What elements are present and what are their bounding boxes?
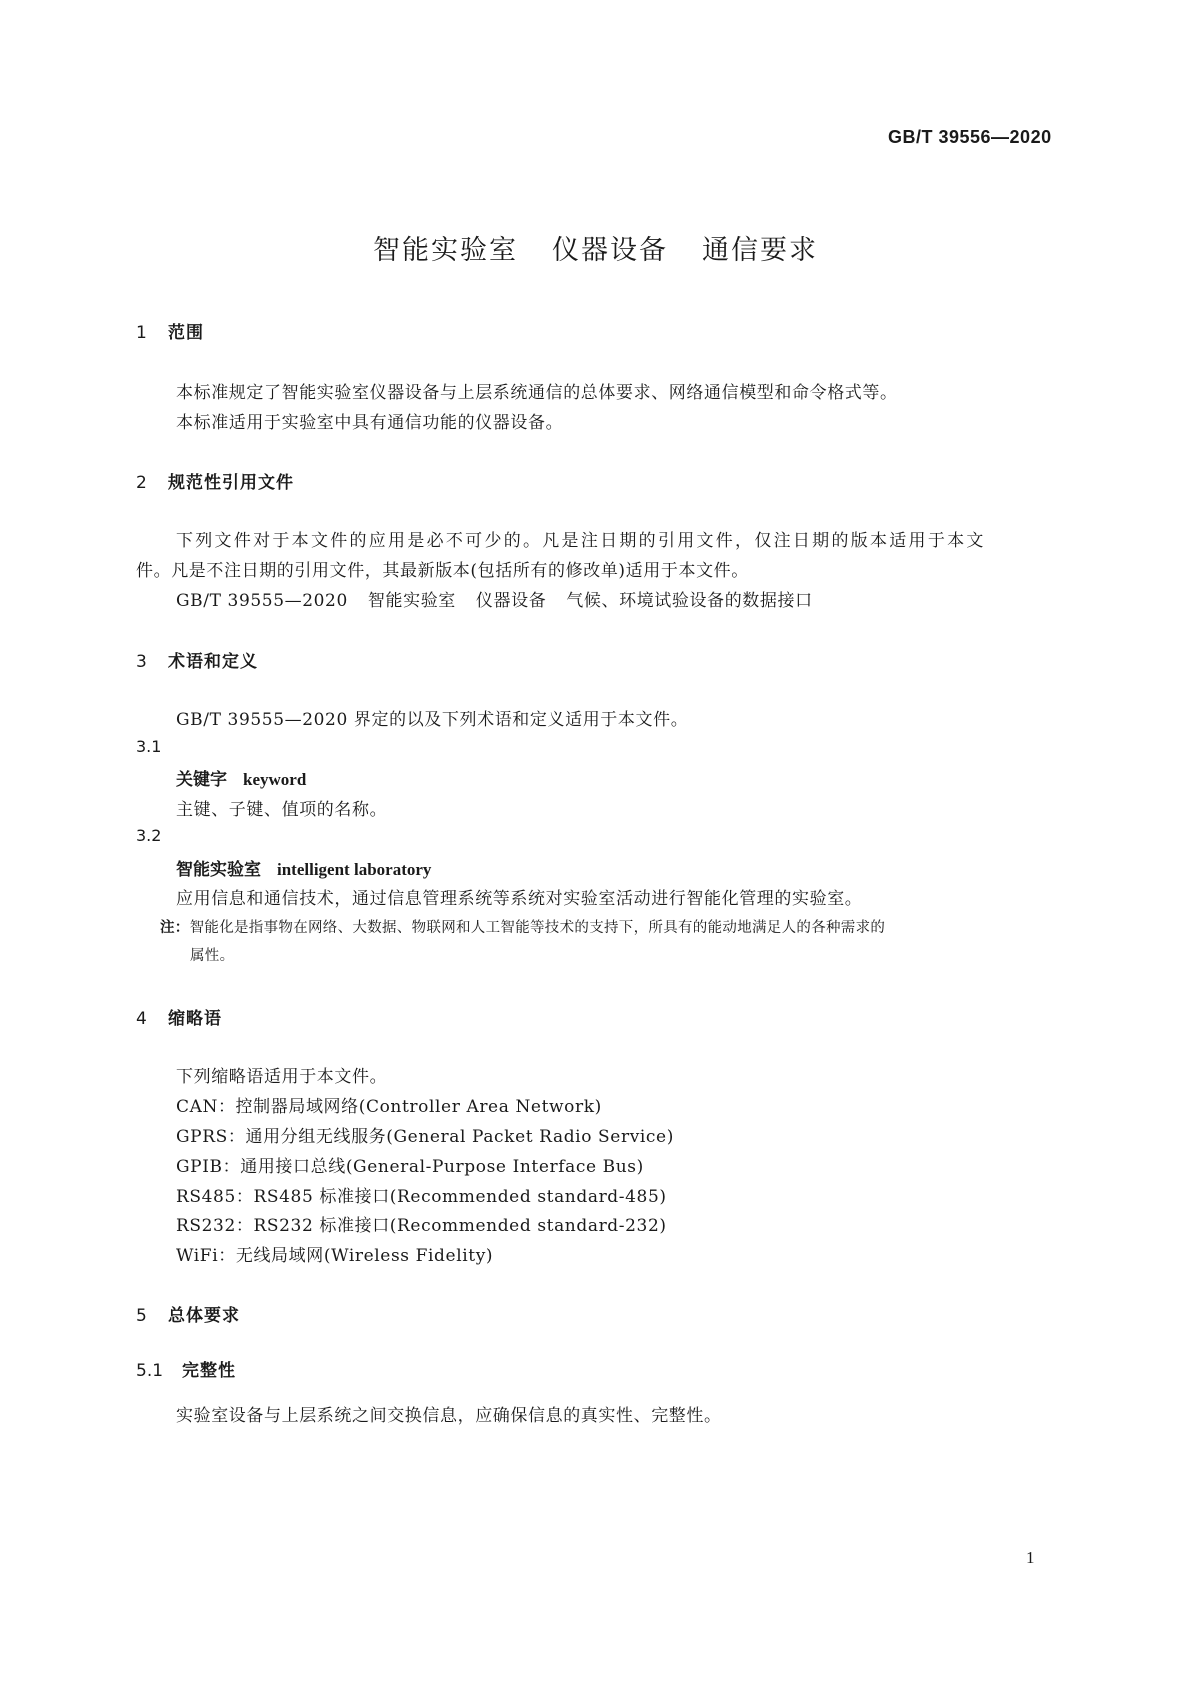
subsection-number: 5.1: [136, 1361, 164, 1381]
section-2-paragraph-line-2: 件。凡是不注日期的引用文件，其最新版本(包括所有的修改单)适用于本文件。: [136, 561, 749, 581]
section-number: 1: [136, 323, 147, 343]
section-4-heading: [136, 1004, 222, 1029]
section-4-intro: 下列缩略语适用于本文件。: [176, 1067, 388, 1087]
normative-reference: [176, 586, 813, 611]
note-text-line-2: 属性。: [190, 948, 235, 964]
subsection-5-1-paragraph: 实验室设备与上层系统之间交换信息，应确保信息的真实性、完整性。: [176, 1406, 722, 1426]
note-text-line-1: 智能化是指事物在网络、大数据、物联网和人工智能等技术的支持下，所具有的能动地满足人的各种需求的: [189, 920, 886, 936]
section-5-heading: [136, 1301, 240, 1326]
reference-title-part-1: 智能实验室: [367, 591, 456, 611]
section-title: 总体要求: [168, 1306, 240, 1326]
section-1-paragraph-2: 本标准适用于实验室中具有通信功能的仪器设备。: [176, 413, 564, 433]
abbreviation-wifi: WiFi：无线局域网(Wireless Fidelity): [176, 1246, 494, 1266]
section-number: 3: [136, 652, 147, 672]
term-en: intelligent laboratory: [277, 860, 432, 879]
section-number: 2: [136, 473, 147, 493]
subsection-title: 完整性: [182, 1361, 236, 1381]
section-number: 5: [136, 1306, 147, 1326]
term-cn: 关键字: [176, 770, 227, 790]
abbreviation-rs485: RS485：RS485 标准接口(Recommended standard-485): [176, 1187, 667, 1207]
section-2-heading: [136, 468, 294, 493]
title-part-3: 通信要求: [702, 235, 818, 266]
abbreviation-can: CAN：控制器局域网络(Controller Area Network): [176, 1097, 602, 1117]
page-number: 1: [1026, 1548, 1035, 1567]
section-title: 范围: [168, 323, 204, 343]
reference-code: GB/T 39555—2020: [176, 591, 348, 611]
section-3-heading: [136, 647, 258, 672]
term-en: keyword: [243, 770, 307, 789]
section-3-intro: GB/T 39555—2020 界定的以及下列术语和定义适用于本文件。: [176, 710, 689, 730]
section-1-heading: [136, 318, 204, 343]
section-number: 4: [136, 1009, 147, 1029]
section-title: 缩略语: [168, 1009, 222, 1029]
reference-title-part-3: 气候、环境试验设备的数据接口: [566, 591, 813, 611]
abbreviation-gprs: GPRS：通用分组无线服务(General Packet Radio Service): [176, 1127, 674, 1147]
section-1-paragraph-1: 本标准规定了智能实验室仪器设备与上层系统通信的总体要求、网络通信模型和命令格式等。: [176, 383, 898, 403]
subsection-5-1-heading: [136, 1356, 236, 1381]
term-3-1-definition: 主键、子键、值项的名称。: [176, 800, 388, 820]
term-3-2-definition: 应用信息和通信技术，通过信息管理系统等系统对实验室活动进行智能化管理的实验室。: [176, 889, 863, 909]
title-part-2: 仪器设备: [552, 235, 668, 266]
section-title: 术语和定义: [168, 652, 258, 672]
term-3-2: [176, 855, 431, 880]
term-3-1-number: 3.1: [136, 737, 162, 756]
term-3-2-number: 3.2: [136, 826, 162, 845]
section-2-paragraph-line-1: 下列文件对于本文件的应用是必不可少的。凡是注日期的引用文件，仅注日期的版本适用于本文: [176, 531, 984, 551]
standard-number: GB/T 39556—2020: [888, 127, 1052, 147]
term-3-1: [176, 765, 306, 790]
reference-title-part-2: 仪器设备: [475, 591, 547, 611]
note-label: 注：: [160, 920, 190, 936]
document-title: [0, 228, 1191, 267]
term-3-2-note: [160, 916, 984, 937]
abbreviation-rs232: RS232：RS232 标准接口(Recommended standard-232): [176, 1216, 667, 1236]
abbreviation-gpib: GPIB：通用接口总线(General-Purpose Interface Bus): [176, 1157, 644, 1177]
term-cn: 智能实验室: [176, 860, 261, 880]
section-title: 规范性引用文件: [168, 473, 294, 493]
title-part-1: 智能实验室: [373, 235, 518, 266]
